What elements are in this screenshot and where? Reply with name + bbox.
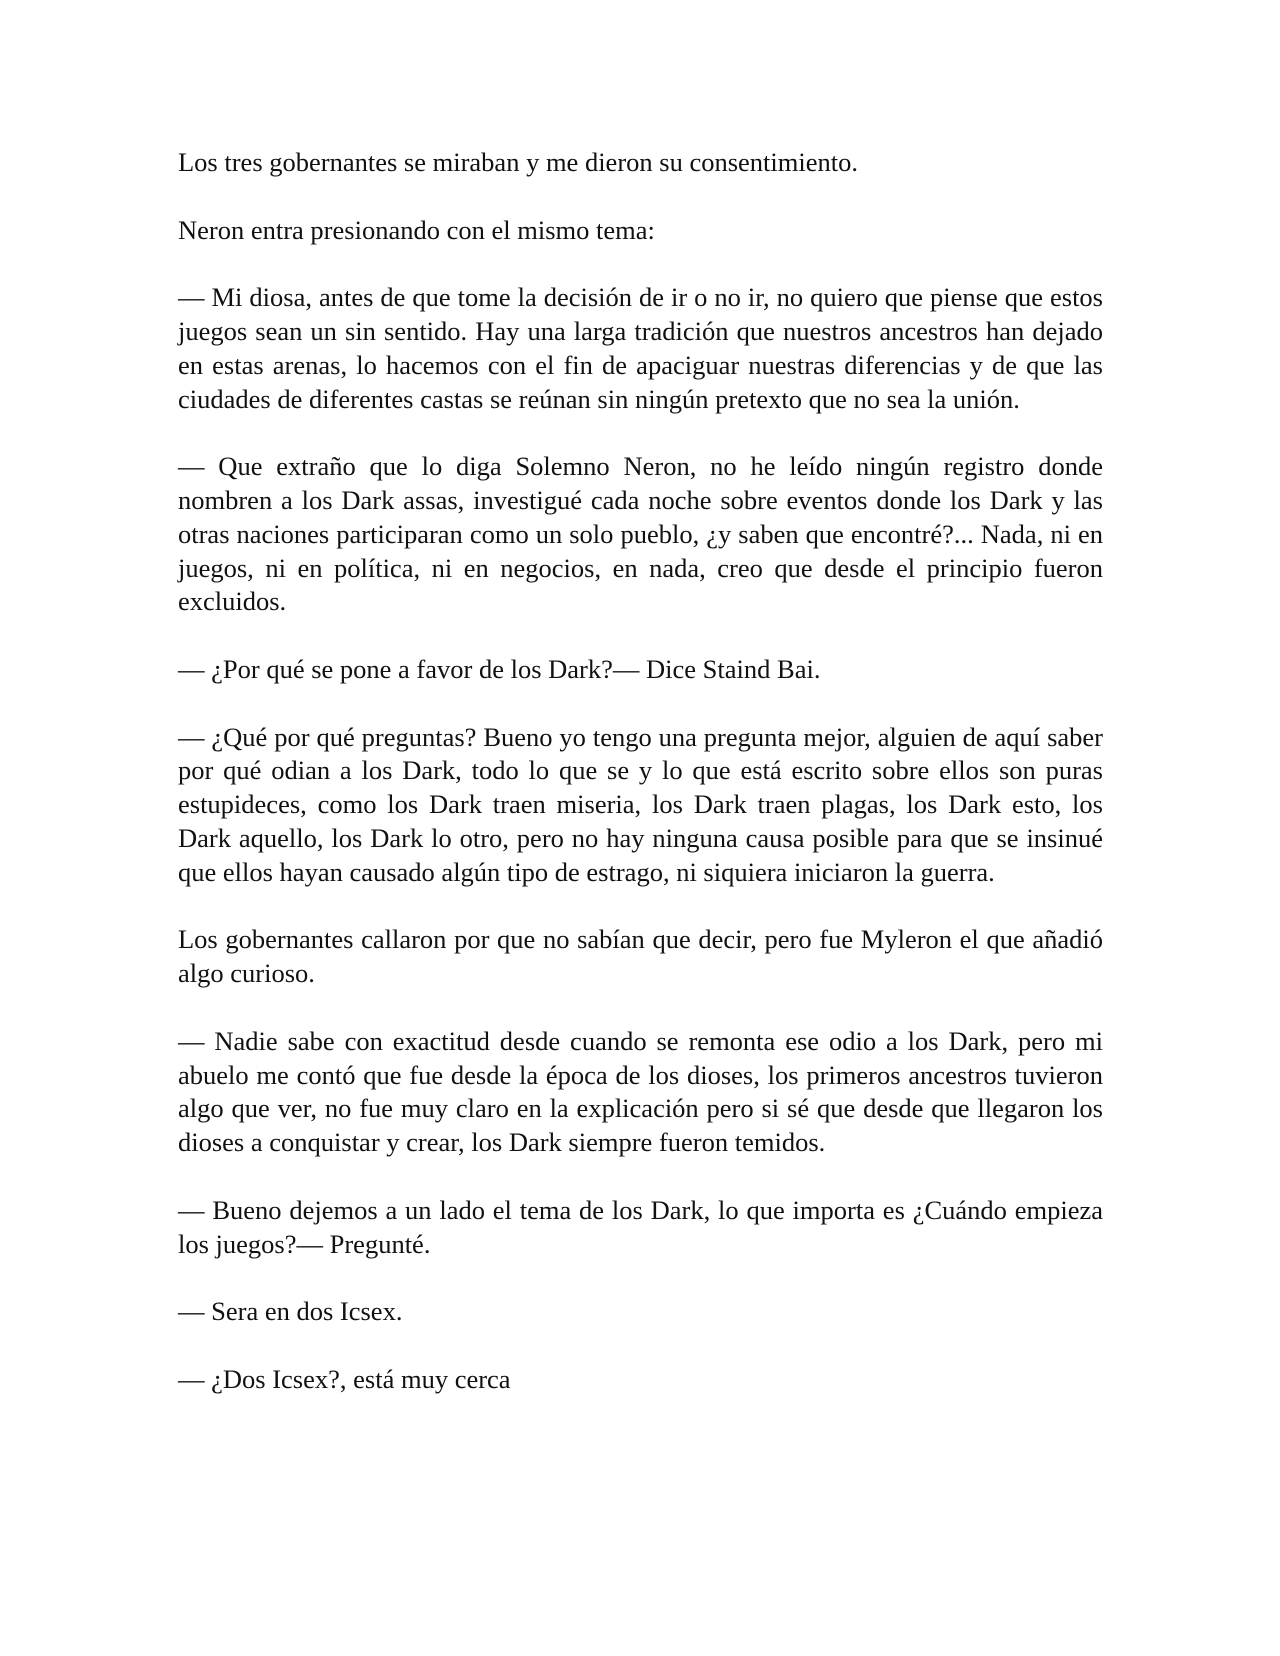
paragraph: Neron entra presionando con el mismo tema: bbox=[178, 214, 655, 245]
paragraph: — ¿Por qué se pone a favor de los Dark?— Dice Staind Bai. bbox=[178, 653, 821, 684]
paragraph: — ¿Qué por qué preguntas? Bueno yo tengo una pregunta mejor, alguien de aquí saber por qué odian a los Dark, todo lo que se y lo que está escrito sobre ellos son puras estupideces, como los Dark traen miseria, los Dark traen plagas, los Dark esto, los Dark aquello, los Dark lo otro, pero no hay ninguna causa posible para que se insinué que ellos hayan causado algún tipo de estrago, ni siquiera iniciaron la guerra. bbox=[178, 721, 1103, 887]
paragraph: Los gobernantes callaron por que no sabían que decir, pero fue Myleron el que añadió algo curioso. bbox=[178, 924, 1103, 989]
paragraph: — Bueno dejemos a un lado el tema de los Dark, lo que importa es ¿Cuándo empieza los juegos?— Pregunté. bbox=[178, 1194, 1103, 1259]
paragraph: — Nadie sabe con exactitud desde cuando se remonta ese odio a los Dark, pero mi abuelo me contó que fue desde la época de los dioses, los primeros ancestros tuvieron algo que ver, no fue muy claro en la explicación pero si sé que desde que llegaron los dioses a conquistar y crear, los Dark siempre fueron temidos. bbox=[178, 1025, 1103, 1158]
paragraph: — ¿Dos Icsex?, está muy cerca bbox=[178, 1363, 511, 1394]
document-body bbox=[178, 146, 1103, 1430]
paragraph: — Que extraño que lo diga Solemno Neron, no he leído ningún registro donde nombren a los Dark assas, investigué cada noche sobre eventos donde los Dark y las otras naciones participaran como un solo pueblo, ¿y saben que encontré?... Nada, ni en juegos, ni en política, ni en negocios, en nada, creo que desde el principio fueron excluidos. bbox=[178, 451, 1103, 617]
paragraph: — Sera en dos Icsex. bbox=[178, 1296, 403, 1327]
paragraph: — Mi diosa, antes de que tome la decisión de ir o no ir, no quiero que piense que estos juegos sean un sin sentido. Hay una larga tradición que nuestros ancestros han dejado en estas arenas, lo hacemos con el fin de apaciguar nuestras diferencias y de que las ciudades de diferentes castas se reúnan sin ningún pretexto que no sea la unión. bbox=[178, 282, 1103, 414]
paragraph: Los tres gobernantes se miraban y me dieron su consentimiento. bbox=[178, 147, 858, 177]
